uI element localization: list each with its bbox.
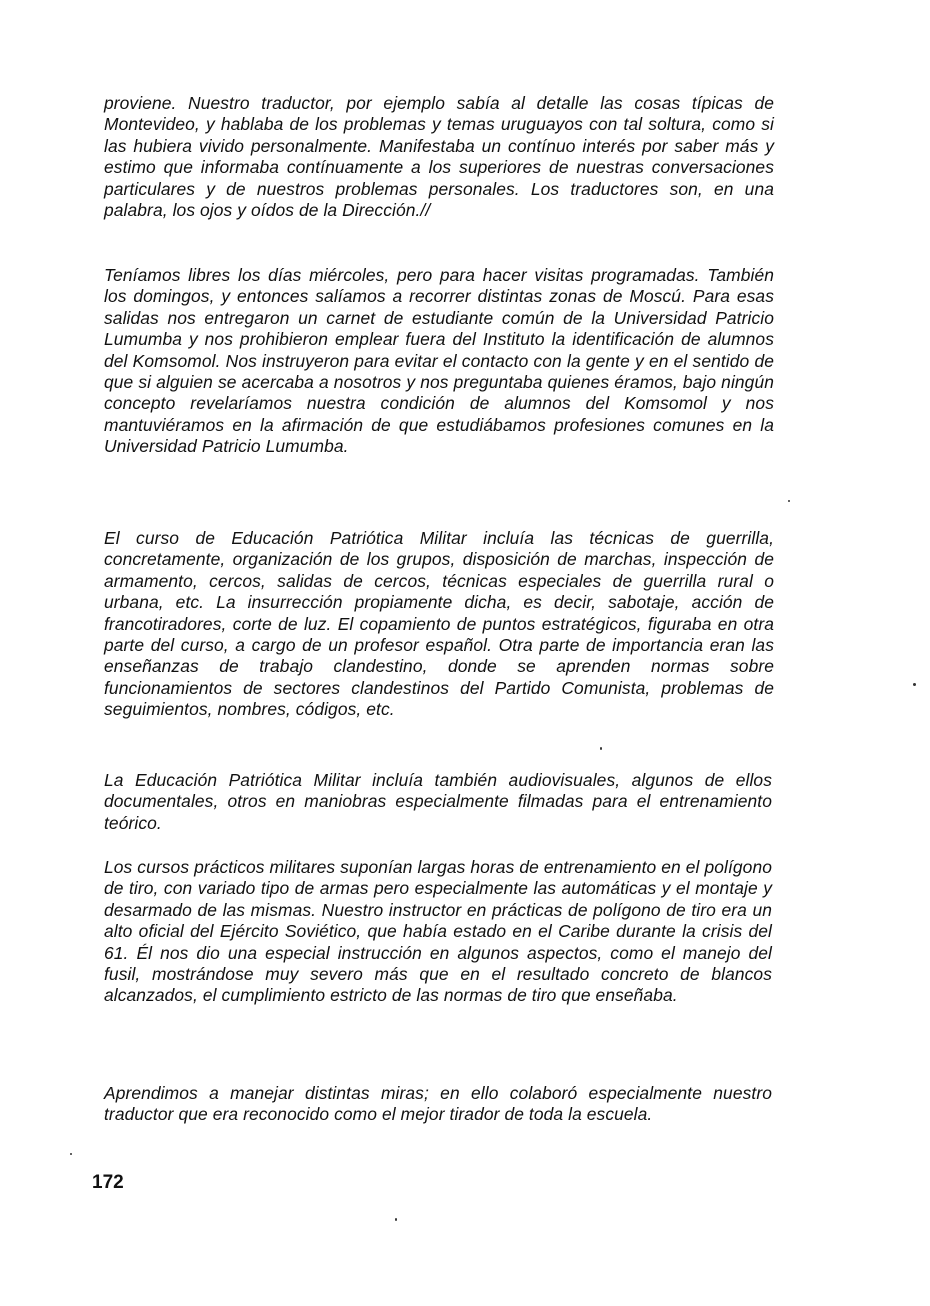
paragraph-1: proviene. Nuestro traductor, por ejemplo sabía al detalle las cosas típicas de Montevideo, y hablaba de los problemas y temas uruguayos con tal soltura, como si las hubiera vivido personalmente. Manifestaba un contínuo interés por saber más y estimo que informaba contínuamente a los superiores de nuestras conversaciones particulares y de nuestros problemas personales. Los traductores son, en una palabra, los ojos y oídos de la Dirección.// xyxy=(104,93,774,221)
scan-speck xyxy=(70,1153,72,1155)
paragraph-4: La Educación Patriótica Militar incluía también audiovisuales, algunos de ellos documentales, otros en maniobras especialmente filmadas para el entrenamiento teórico. xyxy=(104,770,772,833)
scan-speck xyxy=(395,1218,397,1221)
paragraph-6: Aprendimos a manejar distintas miras; en ello colaboró especialmente nuestro traductor que era reconocido como el mejor tirador de toda la escuela. xyxy=(104,1083,772,1125)
scan-speck xyxy=(913,683,916,686)
scan-speck xyxy=(788,500,790,502)
paragraph-5: Los cursos prácticos militares suponían largas horas de entrenamiento en el polígono de tiro, con variado tipo de armas pero especialmente las automáticas y el montaje y desarmado de las mismas. Nuestro instructor en prácticas de polígono de tiro era un alto oficial del Ejército Soviético, que había estado en el Caribe durante la crisis del 61. Él nos dio una especial instrucción en algunos aspectos, como el manejo del fusil, mostrándose muy severo más que en el resultado concreto de blancos alcanzados, el cumplimiento estricto de las normas de tiro que enseñaba. xyxy=(104,857,772,1006)
page-number: 172 xyxy=(92,1172,124,1193)
scan-speck xyxy=(600,747,602,750)
paragraph-3: El curso de Educación Patriótica Militar incluía las técnicas de guerrilla, concretamente, organización de los grupos, disposición de marchas, inspección de armamento, cercos, salidas de cercos, técnicas especiales de guerrilla rural o urbana, etc. La insurrección propiamente dicha, es decir, sabotaje, acción de francotiradores, corte de luz. El copamiento de puntos estratégicos, figuraba en otra parte del curso, a cargo de un profesor español. Otra parte de importancia eran las enseñanzas de trabajo clandestino, donde se aprenden normas sobre funcionamientos de sectores clandestinos del Partido Comunista, problemas de seguimientos, nombres, códigos, etc. xyxy=(104,528,774,720)
paragraph-2: Teníamos libres los días miércoles, pero para hacer visitas programadas. También los domingos, y entonces salíamos a recorrer distintas zonas de Moscú. Para esas salidas nos entregaron un carnet de estudiante común de la Universidad Patricio Lumumba y nos prohibieron emplear fuera del Instituto la identificación de alumnos del Komsomol. Nos instruyeron para evitar el contacto con la gente y en el sentido de que si alguien se acercaba a nosotros y nos preguntaba quienes éramos, bajo ningún concepto revelaríamos nuestra condición de alumnos del Komsomol y nos mantuviéramos en la afirmación de que estudiábamos profesiones comunes en la Universidad Patricio Lumumba. xyxy=(104,265,774,457)
